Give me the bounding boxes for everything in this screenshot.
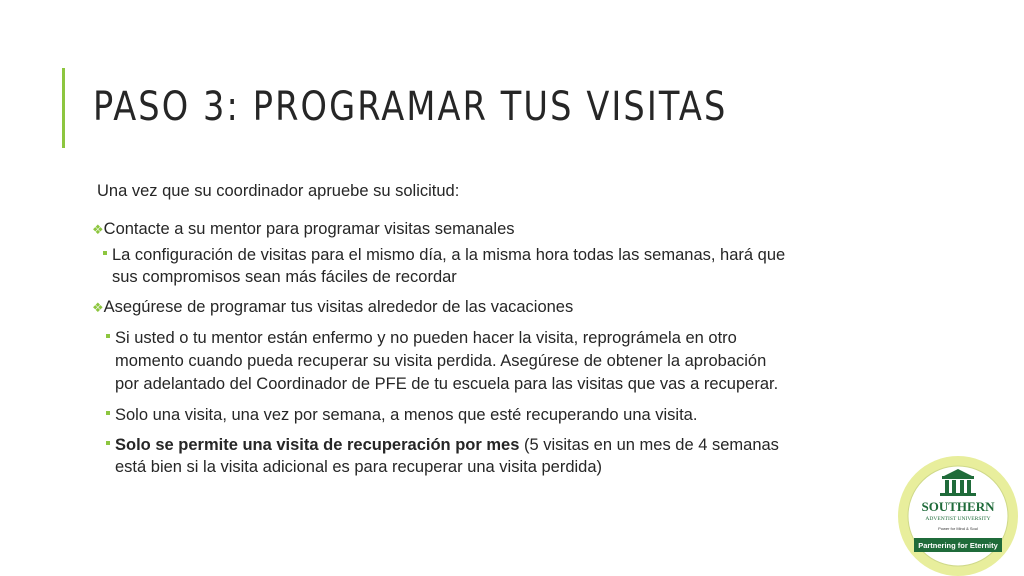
sub-bullet-makeup: Solo se permite una visita de recuperación por mes (5 visitas en un mes de 4 semanas [106,434,779,456]
logo-name-line2: ADVENTIST UNIVERSITY [925,516,991,522]
logo-name-line1: SOUTHERN [921,499,995,514]
square-bullet-icon [106,411,110,415]
diamond-bullet-icon: ❖ [92,300,104,315]
bullet-contact-mentor: ❖Contacte a su mentor para programar visitas semanales [92,220,515,238]
slide-title: PASO 3: PROGRAMAR TUS VISITAS [93,84,728,130]
sub-bullet-makeup-cont: está bien si la visita adicional es para recuperar una visita perdida) [115,458,603,476]
sub-bullet-sick-cont2: por adelantado del Coordinador de PFE de tu escuela para las visitas que vas a recuperar. [115,375,779,393]
square-bullet-icon [106,441,110,445]
logo-motto: Power for Mind & Soul [938,526,978,531]
logo-banner-text: Partnering for Eternity [918,541,998,550]
bullet-vacations: ❖Asegúrese de programar tus visitas alrededor de las vacaciones [92,298,574,316]
sub-bullet-sick-cont1: momento cuando pueda recuperar su visita perdida. Asegúrese de obtener la aprobación [115,352,767,370]
intro-text: Una vez que su coordinador apruebe su solicitud: [97,182,460,200]
square-bullet-icon [106,334,110,338]
sub-bullet-sick: Si usted o tu mentor están enfermo y no pueden hacer la visita, reprográmela en otro [106,327,737,349]
sub-bullet-same-day-cont: sus compromisos sean más fáciles de recordar [112,268,457,286]
diamond-bullet-icon: ❖ [92,222,104,237]
square-bullet-icon [103,251,107,255]
sub-bullet-same-day: La configuración de visitas para el mismo día, a la misma hora todas las semanas, hará que [103,244,785,266]
southern-adventist-logo [896,452,1020,576]
sub-bullet-one-visit: Solo una visita, una vez por semana, a menos que esté recuperando una visita. [106,404,697,426]
